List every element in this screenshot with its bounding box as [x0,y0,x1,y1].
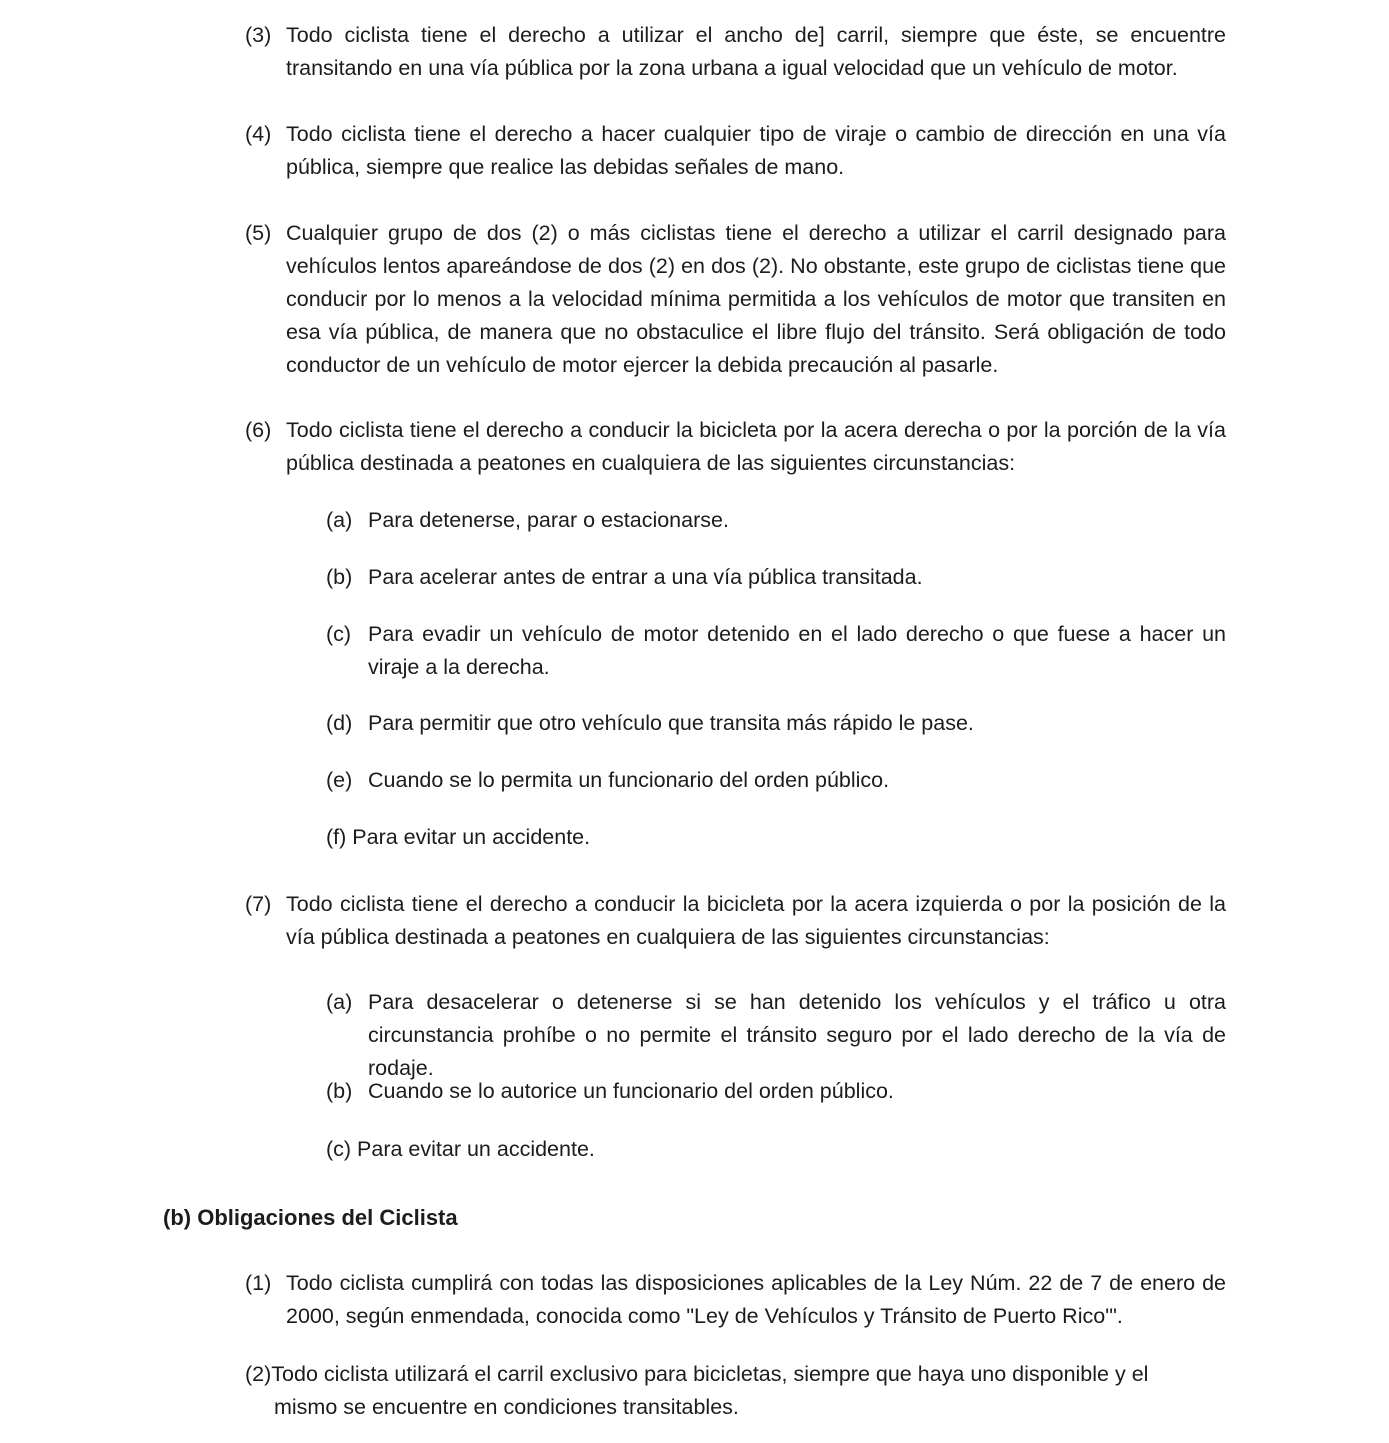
list-item-7 [245,888,1226,954]
sub-item-number: (a) [326,508,353,532]
list-item-3 [245,19,1226,85]
item-text: Todo ciclista tiene el derecho a conducir la bicicleta por la acera derecha o por la porción de la vía pública destinada a peatones en cualquiera de las siguientes circunstancias: [286,418,1226,475]
item-number: (1) [245,1271,272,1295]
list-item-5 [245,217,1226,382]
list-item-4 [245,118,1226,184]
item-text: (2)Todo ciclista utilizará el carril exclusivo para bicicletas, siempre que haya uno disponible y el mismo se encuentre en condiciones transitables. [245,1362,1149,1419]
sub-item-number: (b) [326,1079,353,1103]
item-text: Todo ciclista tiene el derecho a hacer cualquier tipo de viraje o cambio de dirección en una vía pública, siempre que realice las debidas señales de mano. [286,122,1226,179]
sub-item-6e [326,764,1226,797]
sub-item-text: Para acelerar antes de entrar a una vía pública transitada. [368,565,923,589]
sub-item-text: Cuando se lo autorice un funcionario del orden público. [368,1079,894,1103]
sub-item-number: (d) [326,711,353,735]
item-number: (3) [245,23,272,47]
item-number: (7) [245,892,272,916]
sub-item-number: (e) [326,768,353,792]
sub-item-text: (f) Para evitar un accidente. [326,825,591,849]
sub-item-6b [326,561,1226,594]
item-text: Todo ciclista tiene el derecho a conducir la bicicleta por la acera izquierda o por la posición de la vía pública destinada a peatones en cualquiera de las siguientes circunstancias: [286,892,1226,949]
sub-item-6d [326,707,1226,740]
sub-item-number: (a) [326,990,353,1014]
sub-item-number: (b) [326,565,353,589]
sub-item-text: (c) Para evitar un accidente. [326,1137,595,1161]
sub-item-text: Para evadir un vehículo de motor detenido en el lado derecho o que fuese a hacer un viraje a la derecha. [368,622,1226,679]
sub-item-text: Cuando se lo permita un funcionario del orden público. [368,768,890,792]
item-text: Cualquier grupo de dos (2) o más ciclistas tiene el derecho a utilizar el carril designado para vehículos lentos apareándose de dos (2) en dos (2). No obstante, este grupo de ciclistas tiene que conducir por lo menos a la velocidad mínima permitida a los vehículos de motor que transiten en esa vía pública, de manera que no obstaculice el libre flujo del tránsito. Será obligación de todo conductor de un vehículo de motor ejercer la debida precaución al pasarle. [286,221,1226,377]
obligation-item-1 [245,1267,1226,1333]
sub-item-7c [326,1133,1226,1166]
sub-item-number: (c) [326,622,352,646]
sub-item-text: Para permitir que otro vehículo que transita más rápido le pase. [368,711,974,735]
sub-item-text: Para detenerse, parar o estacionarse. [368,508,729,532]
item-text: Todo ciclista tiene el derecho a utilizar el ancho de] carril, siempre que éste, se encuentre transitando en una vía pública por la zona urbana a igual velocidad que un vehículo de motor. [286,23,1226,80]
sub-item-text: Para desacelerar o detenerse si se han detenido los vehículos y el tráfico u otra circunstancia prohíbe o no permite el tránsito seguro por el lado derecho de la vía de rodaje. [368,990,1226,1080]
item-number: (4) [245,122,272,146]
item-number: (5) [245,221,272,245]
item-number: (6) [245,418,272,442]
sub-item-6a [326,504,1226,537]
item-text: Todo ciclista cumplirá con todas las disposiciones aplicables de la Ley Núm. 22 de 7 de enero de 2000, según enmendada, conocida como "Ley de Vehículos y Tránsito de Puerto Rico'". [286,1271,1226,1328]
section-heading: (b) Obligaciones del Ciclista [163,1205,458,1230]
sub-item-6c [326,618,1226,684]
list-item-6 [245,414,1226,480]
sub-item-7b [326,1075,1226,1108]
obligation-item-2 [245,1358,1205,1424]
sub-item-6f [326,821,1226,854]
sub-item-7a [326,986,1226,1085]
